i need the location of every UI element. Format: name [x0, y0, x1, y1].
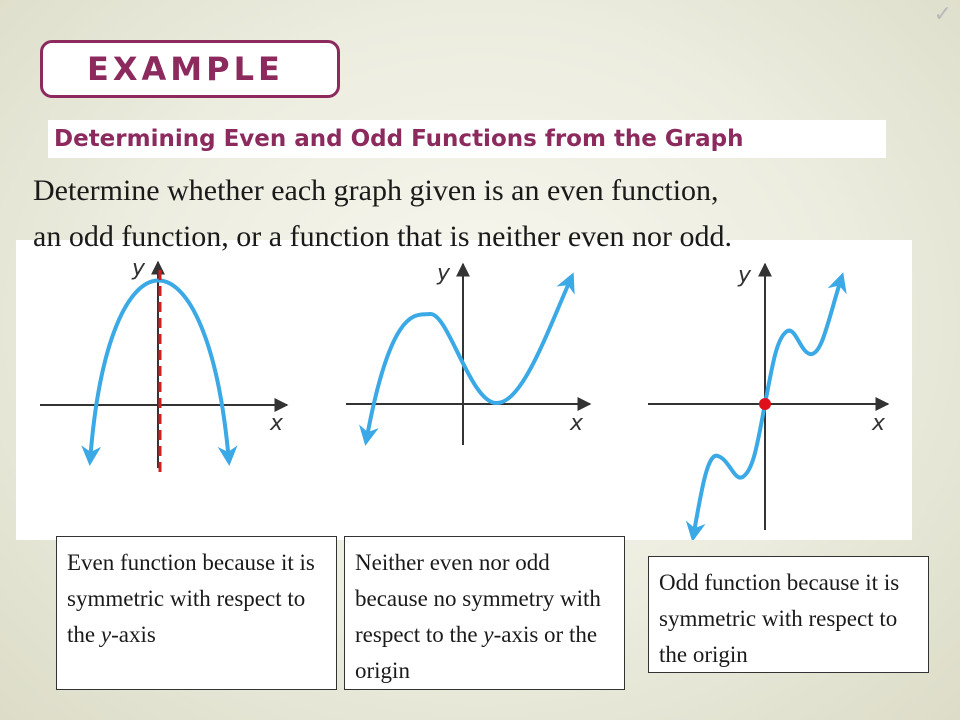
- graph-odd: [648, 263, 888, 538]
- caption-neither-suffix: -axis or the origin: [355, 622, 598, 683]
- prompt-line-2: an odd function, or a function that is neither even nor odd.: [33, 220, 732, 253]
- caption-odd: [648, 556, 929, 673]
- graph-odd-y-label: y: [738, 263, 752, 288]
- graphs-panel: [16, 240, 912, 540]
- caption-odd-text: Odd function because it is symmetric with respect to the origin: [659, 570, 900, 667]
- caption-even: [56, 536, 337, 690]
- graph-neither-y-label: y: [437, 261, 451, 286]
- graph-neither-x-label: x: [570, 411, 584, 436]
- example-badge-label: EXAMPLE: [87, 50, 284, 88]
- graph-even-x-label: x: [270, 411, 284, 436]
- caption-neither: [344, 536, 625, 690]
- caption-even-text: Even function because it is symmetric with respect to the: [67, 550, 315, 647]
- example-badge: [40, 40, 340, 98]
- caption-even-italic: y: [100, 622, 112, 647]
- problem-prompt: [33, 168, 933, 260]
- corner-arrow-icon: ✓: [933, 2, 952, 27]
- graph-odd-x-label: x: [872, 411, 886, 436]
- caption-even-suffix: -axis: [111, 622, 156, 647]
- caption-neither-text: Neither even nor odd because no symmetry with respect to the: [355, 550, 601, 647]
- prompt-line-1: Determine whether each graph given is an even function,: [33, 174, 719, 207]
- graph-neither: [346, 261, 590, 445]
- graph-neither-curve: [366, 276, 572, 442]
- graphs-svg: [16, 240, 912, 540]
- subtitle: Determining Even and Odd Functions from the Graph: [54, 126, 744, 152]
- graph-even-y-label: y: [132, 256, 146, 281]
- graph-even: [40, 256, 287, 472]
- subtitle-band: [48, 120, 886, 158]
- origin-point: [759, 398, 771, 410]
- caption-neither-italic: y: [483, 622, 494, 647]
